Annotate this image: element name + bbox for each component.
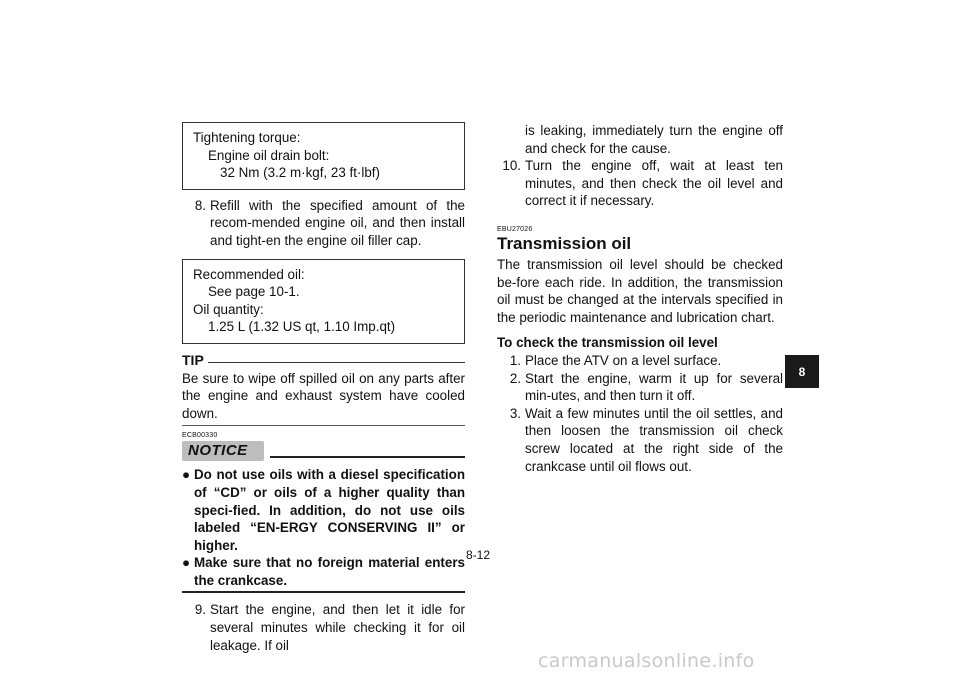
- tip-heading: [182, 352, 465, 370]
- step-text: Refill with the specified amount of the recom-mended engine oil, and then install and tight-en the engine oil filler cap.: [210, 197, 465, 248]
- step-number: 9.: [194, 602, 206, 618]
- tip-label: TIP: [182, 351, 204, 368]
- bullet-text: Do not use oils with a diesel specification of “CD” or oils of a higher quality than speci-fied. In addition, do not use oils labeled “EN-ERGY CONSERVING II” or higher.: [194, 467, 465, 553]
- step-9-continued: [497, 122, 783, 157]
- step-number: 3.: [509, 405, 521, 421]
- subheading: To check the transmission oil level: [497, 335, 718, 351]
- step-number: 10.: [502, 158, 521, 174]
- notice-code: ECB00330: [182, 432, 218, 440]
- step-text: Wait a few minutes until the oil settles, and then loosen the transmission oil check screw located at the right side of the crankcase until oil flows out.: [525, 405, 783, 474]
- step-number: 8.: [194, 197, 206, 213]
- recommended-oil-label: Recommended oil:: [193, 266, 305, 282]
- check-step-1: [497, 352, 783, 370]
- section-intro: The transmission oil level should be checked be-fore each ride. In addition, the transmission oil must be changed at the intervals specified in the periodic maintenance and lubrication chart.: [497, 256, 783, 325]
- notice-bullet-2: [182, 554, 465, 589]
- oil-spec-box: [182, 259, 465, 344]
- section-code: EBU27026: [497, 225, 533, 233]
- page-number: 8-12: [466, 548, 491, 562]
- step-number: 1.: [509, 352, 521, 368]
- tip-text: Be sure to wipe off spilled oil on any parts after the engine and exhaust system have cooled down.: [182, 370, 465, 427]
- watermark: carmanualsonline.info: [538, 650, 755, 672]
- right-column: [497, 122, 783, 475]
- torque-value: 32 Nm (3.2 m·kgf, 23 ft·lbf): [220, 165, 380, 181]
- notice-heading: [182, 441, 465, 461]
- torque-label: Tightening torque:: [193, 130, 301, 145]
- recommended-oil-value: See page 10-1.: [208, 284, 300, 300]
- bullet-dot-icon: ●: [182, 555, 191, 571]
- notice-badge: NOTICE: [182, 441, 264, 461]
- step-9: [182, 601, 465, 654]
- step-text: Turn the engine off, wait at least ten minutes, and then check the oil level and correct it if necessary.: [525, 158, 783, 209]
- left-column: [182, 122, 465, 654]
- step-text: Place the ATV on a level surface.: [525, 352, 722, 368]
- oil-quantity-value: 1.25 L (1.32 US qt, 1.10 Imp.qt): [208, 319, 396, 335]
- step-10: [497, 157, 783, 210]
- oil-quantity-label: Oil quantity:: [193, 301, 264, 317]
- step-8: [182, 197, 465, 250]
- tip-rule: [208, 362, 465, 363]
- notice-rule: [270, 456, 465, 458]
- step-text: Start the engine, and then let it idle for several minutes while checking it for oil leakage. If oil: [210, 602, 465, 653]
- step-text: Start the engine, warm it up for several min-utes, and then turn it off.: [525, 370, 783, 404]
- bullet-dot-icon: ●: [182, 467, 191, 483]
- check-step-2: [497, 370, 783, 405]
- torque-spec-box: [182, 122, 465, 190]
- notice-end-rule: [182, 591, 465, 593]
- bullet-text: Make sure that no foreign material enters the crankcase.: [194, 555, 465, 588]
- step-number: 2.: [509, 370, 521, 386]
- torque-item: Engine oil drain bolt:: [208, 147, 330, 163]
- chapter-tab: 8: [785, 355, 819, 388]
- section-title: Transmission oil: [497, 233, 632, 253]
- notice-bullet-1: [182, 466, 465, 554]
- check-step-3: [497, 405, 783, 475]
- step-text: is leaking, immediately turn the engine off and check for the cause.: [525, 123, 783, 156]
